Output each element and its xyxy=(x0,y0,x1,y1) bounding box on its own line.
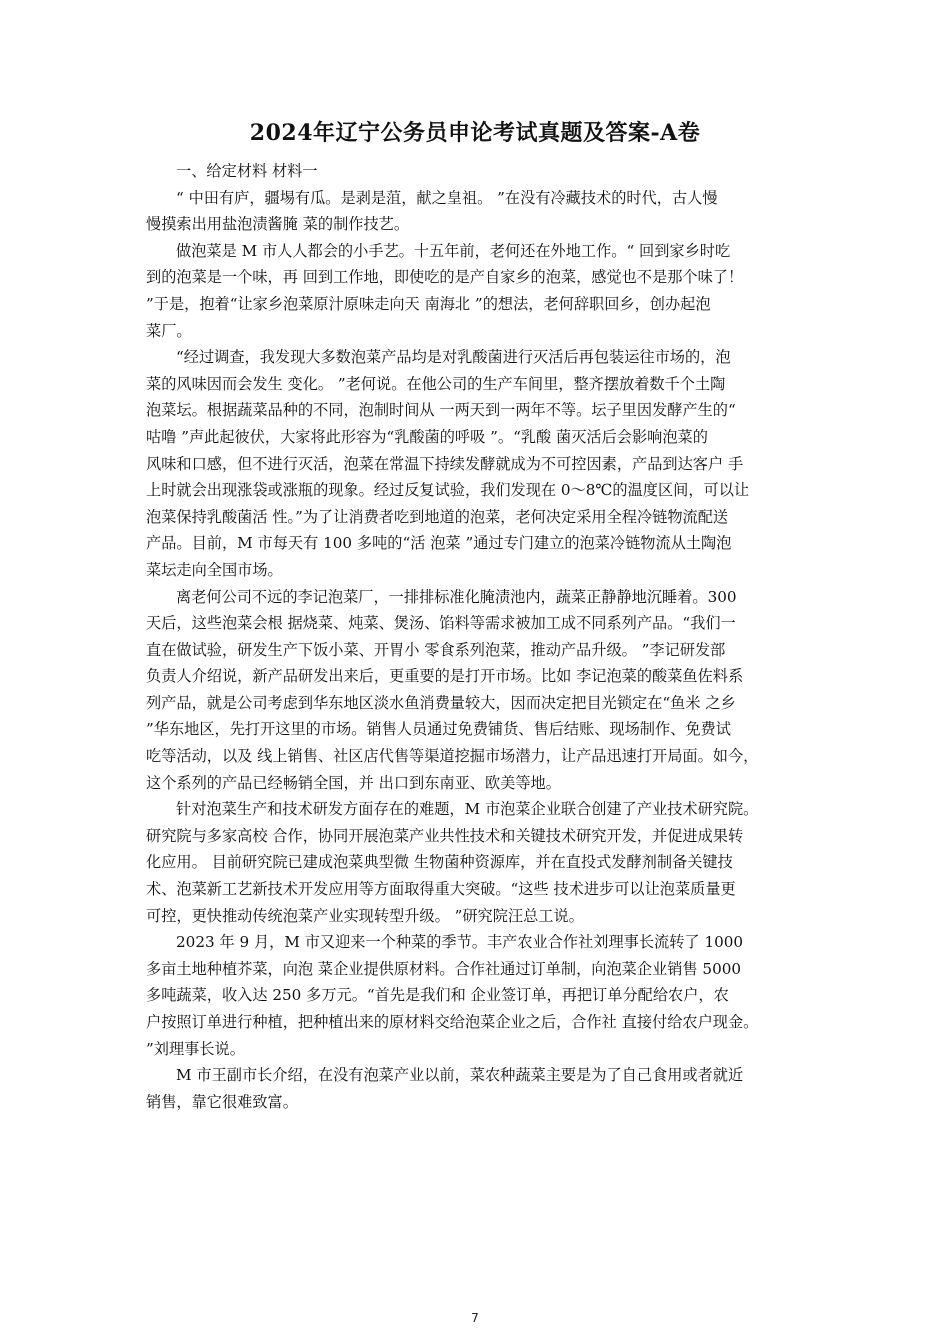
text-line: 多亩土地种植芥菜，向泡 菜企业提供原材料。合作社通过订单制，向泡菜企业销售 5000 xyxy=(146,959,742,978)
text-line: 风味和口感，但不进行灭活，泡菜在常温下持续发酵就成为不可控因素，产品到达客户 手 xyxy=(146,454,744,473)
text-line: 到的泡菜是一个味，再 回到工作地，即使吃的是产自家乡的泡菜，感觉也不是那个味了！ xyxy=(146,268,744,287)
text-line: 这个系列的产品已经畅销全国，并 出口到东南亚、欧美等地。 xyxy=(146,773,561,792)
text-line: 产品。目前，M 市每天有 100 多吨的“活 泡菜 ”通过专门建立的泡菜冷链物流从土陶泡 xyxy=(146,534,732,553)
text-line: “经过调查，我发现大多数泡菜产品均是对乳酸菌进行灭活后再包装运往市场的，泡 xyxy=(176,348,731,367)
text-line: 菜的风味因而会发生 变化。 ”老何说。在他公司的生产车间里，整齐摆放着数千个土陶 xyxy=(146,374,726,393)
text-line: 菜坛走向全国市场。 xyxy=(146,560,283,579)
text-line: 术、泡菜新工艺新技术开发应用等方面取得重大突破。“这些 技术进步可以让泡菜质量更 xyxy=(146,880,736,899)
document-body xyxy=(146,158,826,1115)
text-line: 上时就会出现涨袋或涨瓶的现象。经过反复试验，我们发现在 0～8℃的温度区间，可以让 xyxy=(146,481,750,500)
text-line: 化应用。 目前研究院已建成泡菜典型微 生物菌种资源库，并在直投式发酵剂制备关键技 xyxy=(146,853,733,872)
text-line: 慢摸索出用盐泡渍酱腌 菜的制作技艺。 xyxy=(146,215,410,234)
text-line: 销售，靠它很难致富。 xyxy=(146,1092,298,1111)
text-line: 泡菜保持乳酸菌活 性。”为了让消费者吃到地道的泡菜，老何决定采用全程冷链物流配送 xyxy=(146,507,729,526)
text-line: 离老何公司不远的李记泡菜厂，一排排标准化腌渍池内，蔬菜正静静地沉睡着。300 xyxy=(176,587,737,606)
text-line: ”刘理事长说。 xyxy=(146,1039,245,1058)
text-line: 多吨蔬菜，收入达 250 多万元。“首先是我们和 企业签订单，再把订单分配给农户，农 xyxy=(146,986,729,1005)
text-line: “ 中田有庐，疆埸有瓜。是剥是菹，献之皇祖。 ”在没有冷藏技术的时代，古人慢 xyxy=(176,188,718,207)
text-line: 研究院与多家高校 合作，协同开展泡菜产业共性技术和关键技术研究开发，并促进成果转 xyxy=(146,826,744,845)
text-line: ”华东地区，先打开这里的市场。销售人员通过免费铺货、售后结账、现场制作、免费试 xyxy=(146,720,731,739)
text-line: 户按照订单进行种植，把种植出来的原材料交给泡菜企业之后，合作社 直接付给农户现金。 xyxy=(146,1013,759,1031)
text-line: 直在做试验，研发生产下饭小菜、开胃小 零食系列泡菜，推动产品升级。 ”李记研发部 xyxy=(146,640,726,659)
text-line: 列产品，就是公司考虑到华东地区淡水鱼消费量较大，因而决定把目光锁定在“鱼米 之乡 xyxy=(146,693,736,712)
text-line: 咕噜 ”声此起彼伏，大家将此形容为“乳酸菌的呼吸 ”。“乳酸 菌灭活后会影响泡菜的 xyxy=(146,427,708,446)
text-line: ”于是，抱着“让家乡泡菜原汁原味走向天 南海北 ”的想法，老何辞职回乡，创办起泡 xyxy=(146,294,711,313)
text-line: 2023 年 9 月，M 市又迎来一个种菜的季节。丰产农业合作社刘理事长流转了 1000 xyxy=(176,933,744,952)
text-line: 吃等活动，以及 线上销售、社区店代售等渠道挖掘市场潜力，让产品迅速打开局面。如今， xyxy=(146,747,759,766)
text-line: 一、给定材料 材料一 xyxy=(176,162,318,180)
page-number: 7 xyxy=(471,1311,479,1325)
text-line: 做泡菜是 M 市人人都会的小手艺。十五年前，老何还在外地工作。“ 回到家乡时吃 xyxy=(176,241,731,260)
text-line: 天后，这些泡菜会根 据烧菜、炖菜、煲汤、馅料等需求被加工成不同系列产品。“我们一 xyxy=(146,614,736,633)
text-line: 菜厂。 xyxy=(146,321,192,340)
text-line: 泡菜坛。根据蔬菜品种的不同，泡制时间从 一两天到一两年不等。坛子里因发酵产生的“ xyxy=(146,401,736,420)
document-title: 2024年辽宁公务员申论考试真题及答案-A卷 xyxy=(249,120,701,146)
text-line: 可控，更快推动传统泡菜产业实现转型升级。 ”研究院汪总工说。 xyxy=(146,906,584,925)
text-line: 针对泡菜生产和技术研发方面存在的难题，M 市泡菜企业联合创建了产业技术研究院。 xyxy=(176,800,759,819)
text-line: M 市王副市长介绍，在没有泡菜产业以前，菜农种蔬菜主要是为了自己食用或者就近 xyxy=(176,1066,744,1085)
text-line: 负责人介绍说，新产品研发出来后，更重要的是打开市场。比如 李记泡菜的酸菜鱼佐料系 xyxy=(146,667,744,686)
